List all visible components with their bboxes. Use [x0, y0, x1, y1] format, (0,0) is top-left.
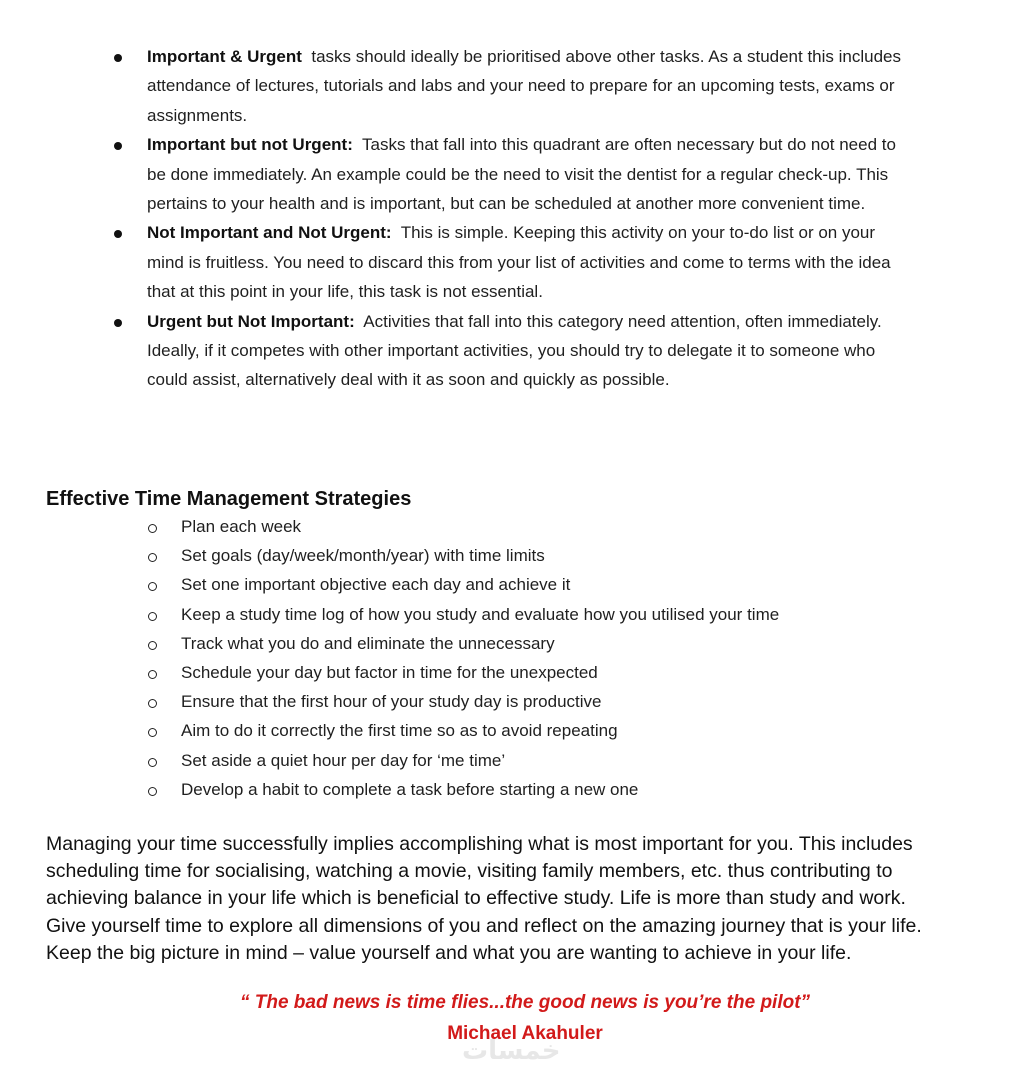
section-heading: Effective Time Management Strategies [46, 488, 412, 510]
strategy-item: Set goals (day/week/month/year) with time limits [0, 543, 1019, 572]
quadrant-list [0, 42, 1019, 395]
circle-bullet-icon [148, 553, 157, 562]
quote: “ The bad news is time flies...the good news is you’re the pilot” [239, 992, 811, 1013]
bullet-icon [114, 319, 122, 327]
strategy-item: Aim to do it correctly the first time so as to avoid repeating [0, 718, 1019, 747]
strategy-item: Set aside a quiet hour per day for ‘me time’ [0, 748, 1019, 777]
closing-paragraph: Managing your time successfully implies accomplishing what is most important for you. This includes scheduling time for socialising, watching a movie, visiting family members, etc. thus contributing to achieving balance in your life which is beneficial to effective study. Life is more than study and work. Give yourself time to explore all dimensions of you and reflect on the amazing journey that is your life. Keep the big picture in mind – value yourself and what you are wanting to achieve in your life. [46, 833, 922, 964]
quadrant-title: Important & Urgent [147, 47, 302, 66]
quadrant-text: Important & Urgent tasks should ideally be prioritised above other tasks. As a student this includes attendance of lectures, tutorials and labs and your need to prepare for an upcoming tests, exams or assignments. [147, 47, 902, 125]
circle-bullet-icon [148, 758, 157, 767]
strategy-list [0, 514, 1019, 806]
circle-bullet-icon [148, 699, 157, 708]
quadrant-title: Urgent but Not Important: [147, 311, 355, 331]
bullet-icon [114, 142, 122, 150]
quadrant-item [0, 218, 1019, 306]
quadrant-text: Not Important and Not Urgent: This is simple. Keeping this activity on your to-do list or on your mind is fruitless. You need to discard this from your list of activities and come to terms with the idea that at this point in your life, this task is not essential. [147, 223, 891, 302]
quadrant-text: Urgent but Not Important: Activities that fall into this category need attention, often immediately. Ideally, if it competes with other important activities, you should try to delegate it to someone who could assist, alternatively deal with it as soon and quickly as possible. [147, 311, 882, 390]
watermark-logo: خمسات [462, 1036, 561, 1066]
strategy-item: Track what you do and eliminate the unnecessary [0, 631, 1019, 660]
strategy-item: Keep a study time log of how you study and evaluate how you utilised your time [0, 602, 1019, 631]
circle-bullet-icon [148, 728, 157, 737]
circle-bullet-icon [148, 582, 157, 591]
quadrant-title: Important but not Urgent: [147, 135, 353, 155]
circle-bullet-icon [148, 612, 157, 621]
circle-bullet-icon [148, 524, 157, 533]
strategy-item: Schedule your day but factor in time for the unexpected [0, 660, 1019, 689]
circle-bullet-icon [148, 641, 157, 650]
quote-author: Michael Akahuler [447, 1023, 603, 1044]
strategy-item: Plan each week [0, 514, 1019, 543]
circle-bullet-icon [148, 787, 157, 796]
bullet-icon [114, 54, 122, 62]
quadrant-text: Important but not Urgent: Tasks that fall into this quadrant are often necessary but do not need to be done immediately. An example could be the need to visit the dentist for a regular check-up. This pertains to your health and is important, but can be scheduled at another more convenient time. [147, 135, 896, 214]
strategy-item: Set one important objective each day and achieve it [0, 572, 1019, 601]
bullet-icon [114, 230, 122, 238]
strategy-item: Develop a habit to complete a task before starting a new one [0, 777, 1019, 806]
quadrant-item [0, 42, 1019, 130]
circle-bullet-icon [148, 670, 157, 679]
quadrant-title: Not Important and Not Urgent: [147, 223, 392, 243]
quadrant-item [0, 307, 1019, 395]
strategy-item: Ensure that the first hour of your study day is productive [0, 689, 1019, 718]
quadrant-item [0, 130, 1019, 218]
